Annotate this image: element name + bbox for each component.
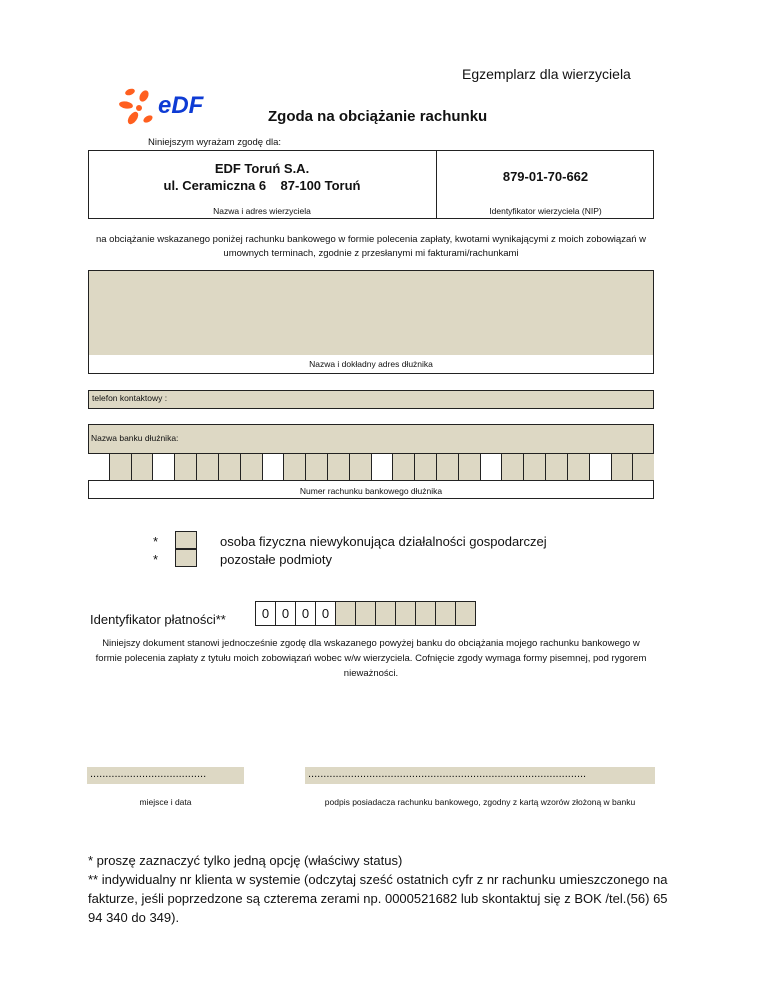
account-cell[interactable] [175, 454, 197, 480]
payment-id-digit[interactable] [356, 602, 376, 625]
status-marker: * [153, 534, 159, 549]
creditor-name: EDF Toruń S.A. [214, 161, 310, 176]
payment-id-digit[interactable] [336, 602, 356, 625]
payment-id-digit[interactable] [436, 602, 456, 625]
account-cell[interactable] [502, 454, 524, 480]
creditor-nip-caption: Identyfikator wierzyciela (NIP) [489, 206, 602, 216]
footnote-payment-id: ** indywidualny nr klienta w systemie (odczytaj sześć ostatnich cyfr z nr rachunku umieszczonego na fakturze, jeśli poprzedzone są czterema zerami np. 0000521682 lub skontaktuj się z BOK /tel.(56) 65 94 340 do 349). [88, 872, 668, 925]
account-cell [590, 454, 612, 480]
status-marker: * [153, 552, 159, 567]
edf-logo [118, 86, 222, 130]
payment-id-digit[interactable] [416, 602, 436, 625]
account-cell[interactable] [110, 454, 132, 480]
account-number-row [88, 453, 654, 481]
consent-intro: Niniejszym wyrażam zgodę dla: [148, 137, 282, 148]
debtor-name-address-field[interactable] [89, 271, 653, 355]
account-cell[interactable] [546, 454, 568, 480]
footnotes [88, 851, 668, 927]
account-cell[interactable] [415, 454, 437, 480]
account-cell [153, 454, 175, 480]
payment-id-digit[interactable] [376, 602, 396, 625]
payment-id-label: Identyfikator płatności** [90, 612, 226, 627]
payment-id-digit[interactable] [456, 602, 475, 625]
account-cell[interactable] [459, 454, 481, 480]
account-cell[interactable] [284, 454, 306, 480]
creditor-nip: 879-01-70-662 [502, 169, 589, 184]
status-checkbox-individual[interactable] [175, 531, 197, 549]
creditor-address: ul. Ceramiczna 6 87-100 Toruń [163, 178, 361, 193]
phone-label: telefon kontaktowy : [92, 393, 168, 403]
place-date-caption: miejsce i data [139, 797, 192, 807]
payment-id-field [255, 601, 476, 626]
debtor-caption: Nazwa i dokładny adres dłużnika [309, 359, 433, 369]
account-cell[interactable] [612, 454, 634, 480]
signature-field[interactable]: ........................................................................................... [305, 767, 655, 784]
page-title: Zgoda na obciążanie rachunku [268, 108, 488, 125]
creditor-name-caption: Nazwa i adres wierzyciela [213, 206, 311, 216]
copy-label: Egzemplarz dla wierzyciela [462, 66, 631, 82]
account-cell[interactable] [568, 454, 590, 480]
account-cell[interactable] [197, 454, 219, 480]
payment-id-digit[interactable]: 0 [296, 602, 316, 625]
edf-logo-icon [118, 86, 222, 130]
status-label-other: pozostałe podmioty [220, 552, 333, 567]
edf-brand-text: eDF [158, 92, 204, 119]
place-date-field[interactable]: ...................................... [87, 767, 244, 784]
account-cell[interactable] [350, 454, 372, 480]
account-cell[interactable] [132, 454, 154, 480]
payment-id-digit[interactable]: 0 [316, 602, 336, 625]
payment-id-digit[interactable]: 0 [276, 602, 296, 625]
legal-notice: Niniejszy dokument stanowi jednocześnie zgodę dla wskazanego powyżej banku do obciążania mojego rachunku bankowego w formie polecenia zapłaty z tytułu moich zobowiązań wobec w/w wierzyciela. Cofnięcie zgody wymaga formy pisemnej, pod rygorem nieważności. [95, 638, 647, 679]
account-cell [88, 454, 110, 480]
status-checkbox-other[interactable] [175, 549, 197, 567]
signature-caption: podpis posiadacza rachunku bankowego, zgodny z kartą wzorów złożoną w banku [324, 797, 636, 807]
bank-label: Nazwa banku dłużnika: [91, 433, 179, 443]
footnote-status: * proszę zaznaczyć tylko jedną opcję (właściwy status) [88, 853, 403, 868]
account-cell [481, 454, 503, 480]
account-cell [372, 454, 394, 480]
phone-field[interactable] [88, 390, 654, 409]
account-cell[interactable] [306, 454, 328, 480]
account-cell [263, 454, 285, 480]
account-cell[interactable] [219, 454, 241, 480]
account-cell[interactable] [524, 454, 546, 480]
account-cell[interactable] [633, 454, 654, 480]
creditor-name-block [88, 160, 436, 194]
status-label-individual: osoba fizyczna niewykonująca działalności gospodarczej [220, 534, 547, 549]
account-cell[interactable] [241, 454, 263, 480]
account-cell[interactable] [437, 454, 459, 480]
consent-text: na obciążanie wskazanego poniżej rachunku bankowego w formie polecenia zapłaty, kwotami wynikającymi z moich zobowiązań w umownych terminach, zgodnie z przesłanymi mi fakturami/rachunkami [95, 234, 647, 259]
payment-id-digit[interactable]: 0 [256, 602, 276, 625]
account-caption: Numer rachunku bankowego dłużnika [299, 486, 443, 496]
account-cell[interactable] [393, 454, 415, 480]
account-cell[interactable] [328, 454, 350, 480]
payment-id-digit[interactable] [396, 602, 416, 625]
